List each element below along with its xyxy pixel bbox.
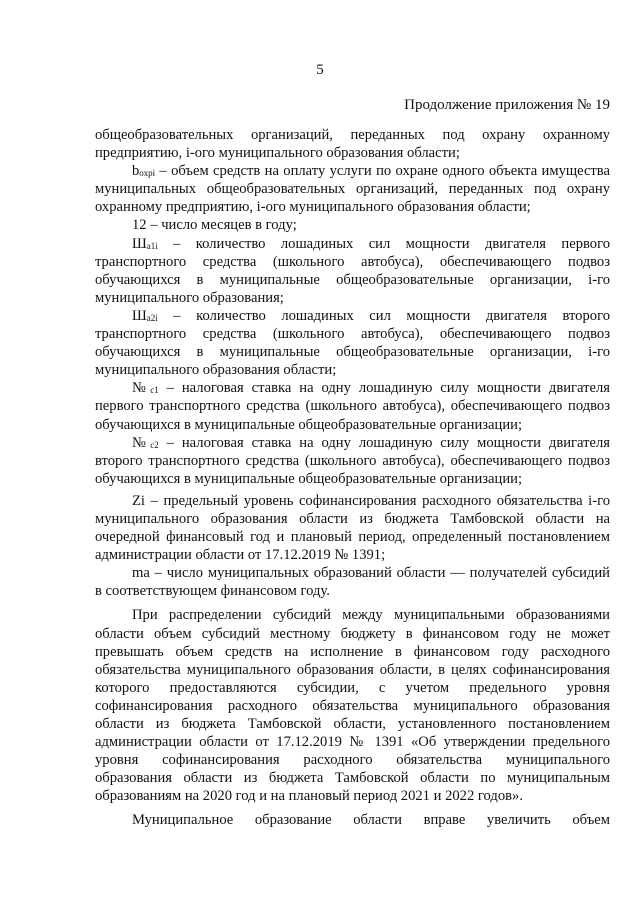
definition-ma bbox=[95, 564, 610, 600]
page-number: 5 bbox=[316, 62, 324, 78]
appendix-continuation-note: Продолжение приложения № 19 bbox=[404, 97, 610, 113]
definition-sh-a2 bbox=[95, 307, 610, 379]
variable-symbol: Ш bbox=[132, 307, 147, 324]
variable-subscript: а1i bbox=[146, 240, 158, 251]
paragraph-distribution-rules bbox=[95, 606, 610, 805]
definition-text: – количество лошадиных сил мощности двигателя первого транспортного средства (школьного автобуса), обеспечивающего подвоз обучающихся в муниципальные общеобразовательные организации, i-го муниципального образования; bbox=[95, 235, 610, 306]
paragraph-continuation bbox=[95, 126, 610, 162]
document-body bbox=[95, 126, 610, 830]
variable-symbol: № bbox=[132, 380, 151, 397]
definition-text: – число муниципальных образований области — получателей субсидий в соответствующем финансовом году. bbox=[95, 565, 610, 600]
paragraph-text: Муниципальное образование области вправе увеличить объем bbox=[132, 812, 610, 829]
definition-tax-rate-1 bbox=[95, 379, 610, 433]
variable-subscript: c2 bbox=[150, 439, 159, 450]
variable-subscript: охрi bbox=[139, 168, 156, 179]
variable-subscript: а2i bbox=[146, 312, 158, 323]
definition-text: – налоговая ставка на одну лошадиную силу мощности двигателя второго транспортного средства (школьного автобуса), обеспечивающего подвоз обучающихся в муниципальные общеобразовательные организации; bbox=[95, 434, 610, 487]
variable-symbol: Zi bbox=[132, 492, 145, 509]
definition-text: – объем средств на оплату услуги по охране одного объекта имущества муниципальных общеобразовательных организаций, переданных под охрану охранному предприятию, i-ого муниципального образования области; bbox=[95, 163, 610, 216]
definition-tax-rate-2 bbox=[95, 434, 610, 488]
variable-subscript: c1 bbox=[150, 385, 159, 396]
definition-text: 12 – число месяцев в году; bbox=[132, 217, 297, 234]
variable-symbol: ma bbox=[132, 565, 150, 582]
paragraph-text: При распределении субсидий между муниципальными образованиями области объем субсидий местному бюджету в финансовом году не может превышать объем средств на исполнение в финансовом году расходного обязательства муниципального образования области, в целях софинансирования которого предоставляются субсидии, с учетом предельного уровня софинансирования расходного обязательства муниципального образования области из бюджета Тамбовской области, установленного постановлением администрации области от 17.12.2019 № 1391 «Об утверждении предельного уровня софинансирования расходного обязательства муниципального образования области из бюджета Тамбовской области по муниципальным образованиям на 2020 год и на плановый период 2021 и 2022 годов». bbox=[95, 607, 610, 805]
definition-text: – количество лошадиных сил мощности двигателя второго транспортного средства (школьного автобуса), обеспечивающего подвоз обучающихся в муниципальные общеобразовательные организации, i-го муниципального образования области; bbox=[95, 307, 610, 379]
paragraph-municipality-right bbox=[95, 811, 610, 829]
variable-symbol: № bbox=[132, 434, 151, 451]
variable-symbol: Ш bbox=[132, 235, 147, 252]
definition-b-ohr bbox=[95, 162, 610, 216]
definition-months bbox=[95, 216, 610, 234]
definition-text: – предельный уровень софинансирования расходного обязательства i-го муниципального образования области из бюджета Тамбовской области на очередной финансовый год и плановый период, определенный постановлением администрации области от 17.12.2019 № 1391; bbox=[95, 492, 610, 564]
definition-zi bbox=[95, 492, 610, 564]
paragraph-text: общеобразовательных организаций, переданных под охрану охранному предприятию, i-ого муниципального образования области; bbox=[95, 127, 610, 162]
variable-symbol: b bbox=[132, 163, 140, 180]
definition-text: – налоговая ставка на одну лошадиную силу мощности двигателя первого транспортного средства (школьного автобуса), обеспечивающего подвоз обучающихся в муниципальные общеобразовательные организации; bbox=[95, 380, 610, 433]
definition-sh-a1 bbox=[95, 235, 610, 307]
